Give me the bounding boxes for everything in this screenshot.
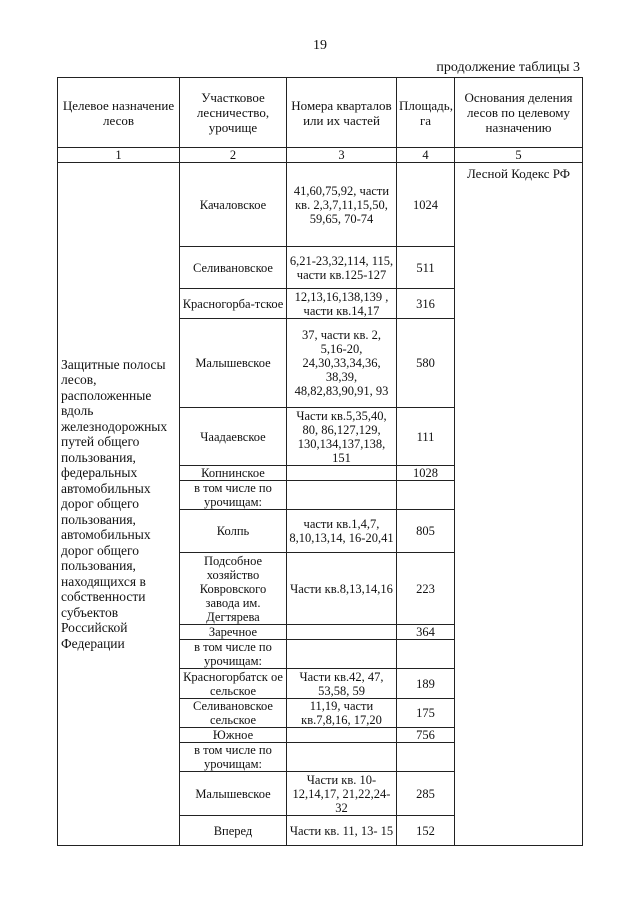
- area-cell: 364: [397, 625, 455, 640]
- area-cell: [397, 481, 455, 510]
- area-cell: 175: [397, 699, 455, 728]
- forestry-name: Заречное: [180, 625, 287, 640]
- quarters-cell: 41,60,75,92, части кв. 2,3,7,11,15,50, 59,65, 70-74: [287, 163, 397, 247]
- quarters-cell: [287, 466, 397, 481]
- forestry-name: Южное: [180, 728, 287, 743]
- table-row: [58, 163, 583, 247]
- header-area: Площадь, га: [397, 78, 455, 148]
- forestry-name: Копнинское: [180, 466, 287, 481]
- forestry-name: Селивановское: [180, 247, 287, 289]
- forestry-name: Вперед: [180, 816, 287, 846]
- page-number: 19: [313, 38, 327, 53]
- area-cell: 189: [397, 669, 455, 699]
- area-cell: 1028: [397, 466, 455, 481]
- column-number: 2: [180, 148, 287, 163]
- quarters-cell: Части кв.8,13,14,16: [287, 553, 397, 625]
- quarters-cell: [287, 625, 397, 640]
- quarters-cell: [287, 728, 397, 743]
- quarters-cell: части кв.1,4,7, 8,10,13,14, 16-20,41: [287, 510, 397, 553]
- quarters-cell: Части кв. 11, 13- 15: [287, 816, 397, 846]
- area-cell: 580: [397, 319, 455, 408]
- area-cell: 756: [397, 728, 455, 743]
- area-cell: 111: [397, 408, 455, 466]
- forestry-name: Колпь: [180, 510, 287, 553]
- column-number: 1: [58, 148, 180, 163]
- area-cell: 152: [397, 816, 455, 846]
- quarters-cell: [287, 481, 397, 510]
- quarters-cell: 12,13,16,138,139 , части кв.14,17: [287, 289, 397, 319]
- table-header-row: [58, 78, 583, 148]
- header-forestry: Участковое лесничество, урочище: [180, 78, 287, 148]
- area-cell: 223: [397, 553, 455, 625]
- header-purpose: Целевое назначение лесов: [58, 78, 180, 148]
- forestry-name: Малышевское: [180, 319, 287, 408]
- quarters-cell: [287, 743, 397, 772]
- quarters-cell: Части кв.5,35,40, 80, 86,127,129, 130,134,137,138, 151: [287, 408, 397, 466]
- purpose-cell: Защитные полосы лесов, расположенные вдоль железнодорожных путей общего пользования, федеральных автомобильных дорог общего пользования, автомобильных дорог общего пользования, находящихся в собственности субъектов Российской Федерации: [58, 163, 180, 846]
- column-number-row: [58, 148, 583, 163]
- table-continuation-label: продолжение таблицы 3: [436, 60, 580, 75]
- column-number: 5: [455, 148, 583, 163]
- forestry-name: Качаловское: [180, 163, 287, 247]
- column-number: 3: [287, 148, 397, 163]
- area-cell: 511: [397, 247, 455, 289]
- forestry-name: Красногорбатск ое сельское: [180, 669, 287, 699]
- forestry-name: Селивановское сельское: [180, 699, 287, 728]
- quarters-cell: Части кв.42, 47, 53,58, 59: [287, 669, 397, 699]
- area-cell: 1024: [397, 163, 455, 247]
- forest-purpose-table: [57, 77, 583, 846]
- column-number: 4: [397, 148, 455, 163]
- subgroup-label: в том числе по урочищам:: [180, 640, 287, 669]
- forestry-name: Подсобное хозяйство Ковровского завода им. Дегтярева: [180, 553, 287, 625]
- forestry-name: Чаадаевское: [180, 408, 287, 466]
- subgroup-label: в том числе по урочищам:: [180, 743, 287, 772]
- area-cell: [397, 743, 455, 772]
- forestry-name: Малышевское: [180, 772, 287, 816]
- header-quarters: Номера кварталов или их частей: [287, 78, 397, 148]
- quarters-cell: 6,21-23,32,114, 115, части кв.125-127: [287, 247, 397, 289]
- basis-cell: Лесной Кодекс РФ: [455, 163, 583, 846]
- quarters-cell: 11,19, части кв.7,8,16, 17,20: [287, 699, 397, 728]
- area-cell: 316: [397, 289, 455, 319]
- subgroup-label: в том числе по урочищам:: [180, 481, 287, 510]
- quarters-cell: Части кв. 10- 12,14,17, 21,22,24-32: [287, 772, 397, 816]
- forestry-name: Красногорба-тское: [180, 289, 287, 319]
- area-cell: 285: [397, 772, 455, 816]
- quarters-cell: [287, 640, 397, 669]
- quarters-cell: 37, части кв. 2, 5,16-20, 24,30,33,34,36, 38,39, 48,82,83,90,91, 93: [287, 319, 397, 408]
- area-cell: [397, 640, 455, 669]
- area-cell: 805: [397, 510, 455, 553]
- header-basis: Основания деления лесов по целевому назначению: [455, 78, 583, 148]
